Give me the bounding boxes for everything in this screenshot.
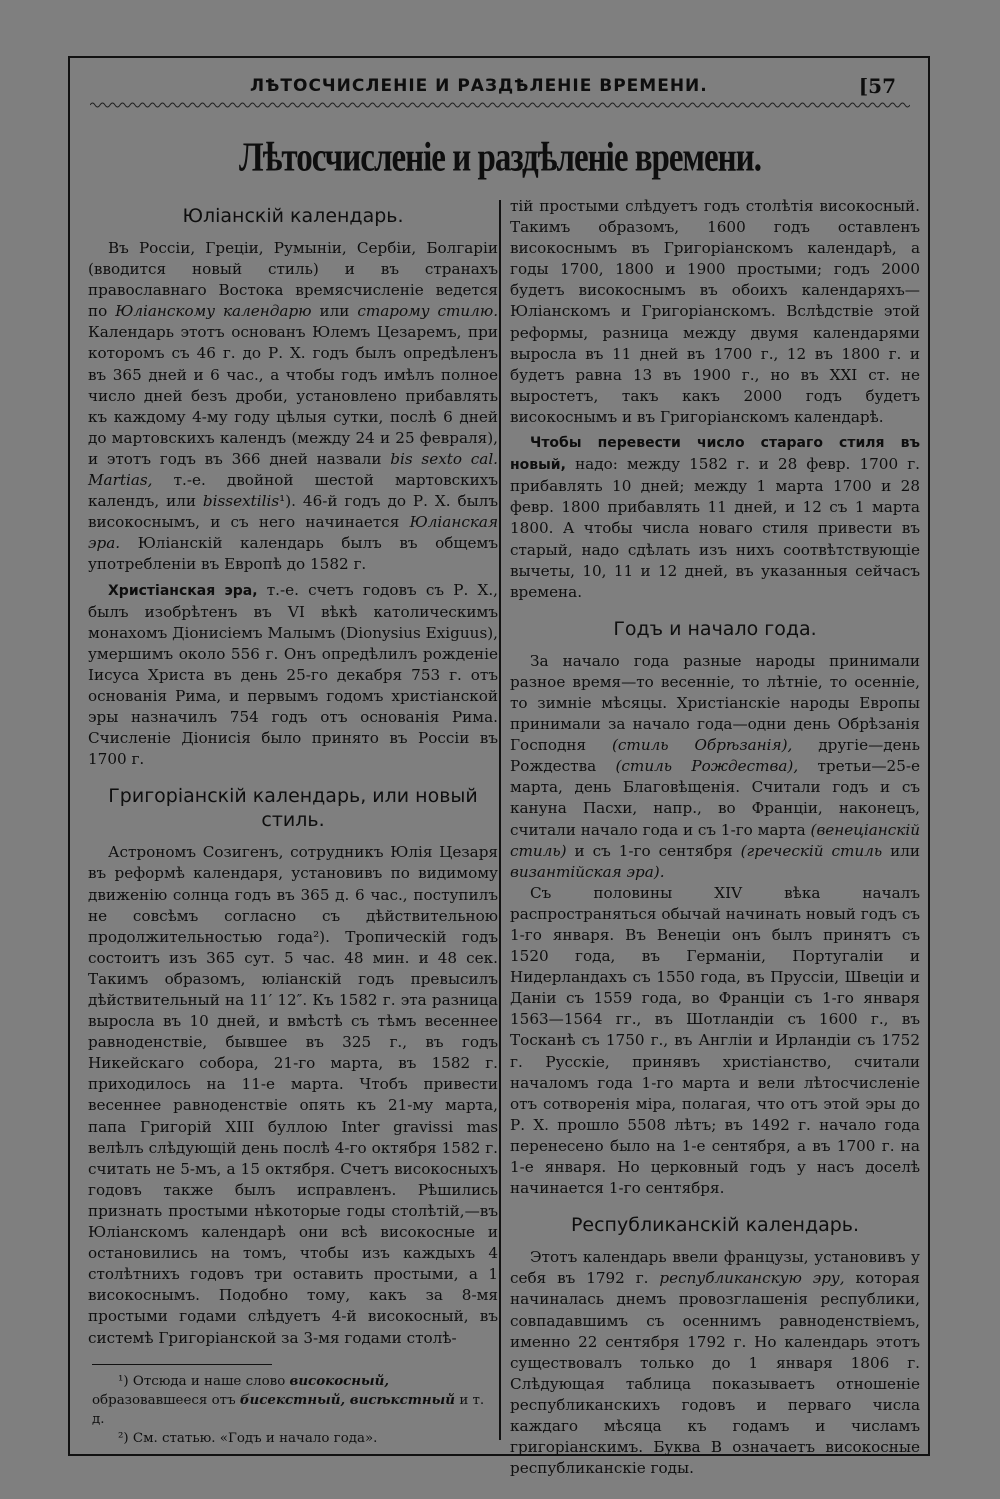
running-header-title: ЛѢТОСЧИСЛЕНІЕ И РАЗДѢЛЕНІЕ ВРЕМЕНИ.	[250, 76, 708, 96]
right-column	[510, 196, 920, 1479]
footnote-2: ²) См. статью. «Годъ и начало года».	[118, 1431, 378, 1446]
heading-year-start: Годъ и начало года.	[613, 617, 817, 640]
heading-julian-calendar: Юліанскій календарь.	[182, 205, 404, 227]
footnotes	[92, 1372, 492, 1448]
footnote-1: ¹) Отсюда и наше слово високосный, образовавшееся отъ бисекстный, висѣкстный и т. д.	[92, 1373, 485, 1427]
paragraph-january-start: Съ половины XIV вѣка началъ распространяться обычай начинать новый годъ съ 1-го января. Въ Венеціи онъ былъ принятъ съ 1520 года, въ Германіи, Португаліи и Нидерландахъ съ 1550 года, въ Пруссіи, Швеціи и Даніи съ 1559 года, во Франціи съ 1-го января 1563—1564 гг., въ Шотландіи съ 1600 г., въ Тосканѣ съ 1750 г., въ Англіи и Ирландіи съ 1752 г. Русскіе, принявъ христіанство, считали началомъ года 1-го марта и вели лѣтосчисленіе отъ сотворенія міра, полагая, что отъ этой эры до Р. Х. прошло 5508 лѣтъ; въ 1492 г. начало года перенесено было на 1-е сентября, а въ 1700 г. на 1-е января. Но церковный годъ у насъ доселѣ начинается 1-го сентября.	[510, 883, 920, 1198]
page-number: [57	[858, 74, 896, 98]
paragraph-christian-era: Христіанская эра, т.-е. счетъ годовъ съ Р. Х., былъ изобрѣтенъ въ VI вѣкѣ католическимъ монахомъ Діонисіемъ Малымъ (Dionysius Exiguus), умершимъ около 556 г. Онъ опредѣлилъ рожденіе Іисуса Христа въ день 25-го декабря 753 г. отъ основанія Рима, и первымъ годомъ христіанской эры назначилъ 754 годъ отъ основанія Рима. Счисленіе Діонисія было принято въ Россіи въ 1700 г.	[88, 580, 498, 769]
paragraph-year-start: За начало года разные народы принимали разное время—то весенніе, то лѣтніе, то осенніе, то зимніе мѣсяцы. Христіанскіе народы Европы принимали за начало года—одни день Обрѣзанія Господня (стиль Обрѣзанія), другіе—день Рождества (стиль Рождества), третьи—25-е марта, день Благовѣщенія. Считали годъ и съ кануна Пасхи, напр., во Франціи, наконецъ, считали начало года и съ 1-го марта (венеціанскій стиль) и съ 1-го сентября (греческій стиль или византійская эра).	[510, 651, 921, 881]
paragraph-gregorian: Астрономъ Созигенъ, сотрудникъ Юлія Цезаря въ реформѣ календаря, установивъ по видимому движенію солнца годъ въ 365 д. 6 час., поступилъ не совсѣмъ согласно съ дѣйствительною продолжительностью года²). Тропическій годъ состоитъ изъ 365 сут. 5 час. 48 мин. и 48 сек. Такимъ образомъ, юліанскій годъ превысилъ дѣйствительный на 11′ 12″. Къ 1582 г. эта разница выросла въ 10 дней, и вмѣстѣ съ тѣмъ весеннее равноденствіе, бывшее въ 325 г., въ годъ Никейскаго собора, 21-го марта, въ 1582 г. приходилось на 11-е марта. Чтобъ привести весеннее равноденствіе опять къ 21-му марта, папа Григорій XIII буллою Inter gravissi mas велѣлъ слѣдующій день послѣ 4-го октября 1582 г. считать не 5-мъ, а 15 октября. Счетъ високосныхъ годовъ также былъ исправленъ. Рѣшились признать простыми нѣкоторые годы столѣтій,—въ Юліанскомъ календарѣ они всѣ високосные и остановились на томъ, чтобы изъ каждыхъ 4 столѣтнихъ годовъ три оставить простыми, а 1 високоснымъ. Подобно тому, какъ за 8-мя простыми годами слѣдуетъ 4-й високосный, въ системѣ Григоріанской за 3-мя годами столѣ-	[88, 843, 498, 1347]
footnote-rule	[92, 1364, 272, 1365]
column-divider	[499, 200, 501, 1440]
page-title: Лѣтосчисленіе и раздѣленіе времени.	[239, 135, 761, 181]
left-column	[88, 200, 498, 1349]
paragraph-republican: Этотъ календарь ввели французы, установивъ у себя въ 1792 г. республиканскую эру, которая начиналась днемъ провозглашенія республики, совпадавшимъ съ осеннимъ равноденствіемъ, именно 22 сентября 1792 г. Но календарь этотъ существовалъ только до 1 января 1806 г. Слѣдующая таблица показываетъ отношеніе республиканскихъ годовъ и перваго числа каждаго мѣсяца къ годамъ и числамъ григоріанскимъ. Буква В означаетъ високосные республиканскіе годы.	[510, 1248, 921, 1478]
paragraph-continuation: тій простыми слѣдуетъ годъ столѣтія високосный. Такимъ образомъ, 1600 годъ оставленъ високоснымъ въ Григоріанскомъ календарѣ, а годы 1700, 1800 и 1900 простыми; годъ 2000 будетъ високоснымъ въ обоихъ календаряхъ—Юліанскомъ и Григоріанскомъ. Вслѣдствіе этой реформы, разница между двумя календарями выросла въ 11 дней въ 1700 г., 12 въ 1800 г. и будетъ равна 13 въ 1900 г., но въ XXI ст. не выростетъ, такъ какъ 2000 годъ будетъ високоснымъ и въ Григоріанскомъ календарѣ.	[510, 197, 920, 426]
wavy-rule	[90, 100, 910, 110]
heading-gregorian-calendar: Григоріанскій календарь, или новый стиль.	[108, 785, 478, 832]
paragraph-conversion: Чтобы перевести число стараго стиля въ новый, надо: между 1582 г. и 28 февр. 1700 г. прибавлять 10 дней; между 1 марта 1700 и 28 февр. 1800 прибавлять 11 дней, и 12 съ 1 марта 1800. А чтобы числа новаго стиля привести въ старый, надо сдѣлать изъ нихъ соотвѣтствующіе вычеты, 10, 11 и 12 дней, въ указанныя сейчасъ времена.	[510, 435, 921, 601]
paragraph-julian: Въ Россіи, Греціи, Румыніи, Сербіи, Болгаріи (вводится новый стиль) и въ странахъ православнаго Востока времясчисленіе ведется по Юліанскому календарю или старому стилю. Календарь этотъ основанъ Юлемъ Цезаремъ, при которомъ съ 46 г. до Р. Х. годъ былъ опредѣленъ въ 365 дней и 6 час., а чтобы годъ имѣлъ полное число дней безъ дроби, установлено прибавлять къ каждому 4-му году цѣлыя сутки, послѣ 6 дней до мартовскихъ календъ (между 24 и 25 февраля), и этотъ годъ въ 366 дней назвали bis sexto cal. Martias, т.-е. двойной шестой мартовскихъ календъ, или bissextilis¹). 46-й годъ до Р. Х. былъ високоснымъ, и съ него начинается Юліанская эра. Юліанскій календарь былъ въ общемъ употребленіи въ Европѣ до 1582 г.	[88, 239, 499, 574]
heading-republican-calendar: Республиканскій календарь.	[570, 1214, 860, 1237]
